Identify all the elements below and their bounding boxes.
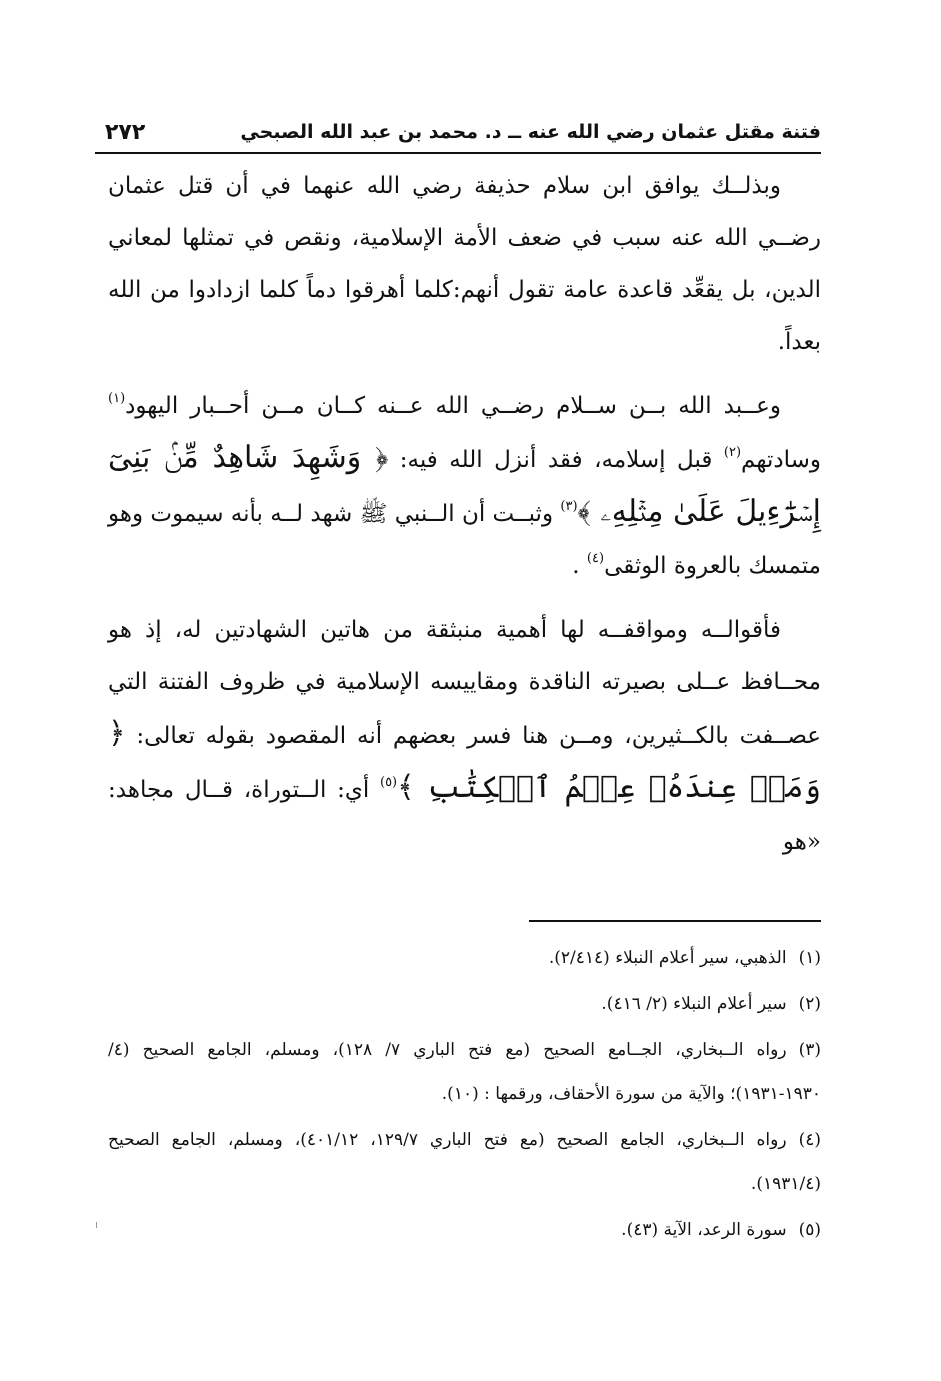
paragraph-1 (108, 160, 821, 368)
footnote-text: رواه الــبخاري، الجامع الصحيح (مع فتح الباري ١٢٩/٧، ٤٠١/١٢)، ومسلم، الجامع الصحيح (١٩٣١/٤). (108, 1130, 821, 1194)
running-title: فتنة مقتل عثمان رضي الله عنه ــ د. محمد بن عبد الله الصبحي (240, 121, 821, 143)
footnote-3 (108, 1028, 821, 1116)
footnote-text: سورة الرعد، الآية (٤٣). (621, 1220, 787, 1240)
footnote-number: (٤) (798, 1130, 821, 1150)
quran-verse-2: ﴿ وَمَنۡ عِندَهُۥ عِلۡمُ ٱلۡكِتَٰبِ ﴾ (108, 716, 821, 805)
paragraph-2-text-d: وثبــت أن الــنبي ﷺ شهد لــه بأنه سيموت وهو متمسك بالعروة الوثقى (108, 501, 821, 579)
footnote-2 (108, 982, 821, 1026)
main-text (108, 160, 821, 880)
quran-verse-1: ﴿ وَشَهِدَ شَاهِدٌ مِّنۢ بَنِىٓ إِسۡرَٰٓءِيلَ عَلَىٰ مِثۡلِهِۦ ﴾ (108, 440, 821, 529)
footnote-ref-4: (٤) (586, 551, 605, 566)
footnote-number: (٥) (798, 1220, 821, 1240)
footnote-1 (108, 936, 821, 980)
page-number: ٢٧٢ (105, 119, 146, 145)
footnote-text: رواه الــبخاري، الجــامع الصحيح (مع فتح الباري ٧/ ١٢٨)، ومسلم، الجامع الصحيح (٤/ ١٩٣٠-١٩٣١)؛ والآية من سورة الأحقاف، ورقمها : (١٠). (108, 1040, 821, 1104)
paragraph-2 (108, 380, 821, 592)
paragraph-2-text-e: . (572, 553, 587, 579)
paragraph-3 (108, 604, 821, 868)
footnote-ref-3: (٣) (560, 499, 578, 514)
footnote-ref-5: (٥) (379, 775, 398, 790)
footnote-text: الذهبي، سير أعلام النبلاء (٢/٤١٤). (548, 948, 787, 968)
footnotes (108, 936, 821, 1254)
footnote-ref-1: (١) (108, 391, 126, 406)
footnote-number: (١) (798, 948, 821, 968)
footnote-4 (108, 1118, 821, 1206)
footnote-text: سير أعلام النبلاء (٢/ ٤١٦). (601, 994, 787, 1014)
paragraph-2-text-c: قبل إسلامه، فقد أنزل الله فيه: (388, 447, 724, 473)
paragraph-1-text: وبذلــك يوافق ابن سلام حذيفة رضي الله عنهما في أن قتل عثمان رضــي الله عنه سبب في ضعف الأمة الإسلامية، ونقص في تمثلها لمعاني الدين، بل يقعِّد قاعدة عامة تقول أنهم:كلما أهرقوا دماً كلما ازدادوا من الله بعداً. (108, 173, 821, 355)
page-header (95, 112, 821, 154)
scan-margin-mark (96, 1222, 97, 1228)
footnote-5 (108, 1208, 821, 1252)
footnote-number: (٢) (798, 994, 821, 1014)
footnote-ref-2: (٢) (723, 445, 742, 460)
paragraph-2-text-b: وسادتهم (741, 447, 821, 473)
paragraph-2-text-a: وعــبد الله بــن ســلام رضــي الله عــنه كــان مــن أحــبار اليهود (125, 393, 781, 419)
footnote-separator (529, 920, 821, 922)
paragraph-3-text-b: أي: الــتوراة، قــال مجاهد: «هو (108, 777, 821, 855)
paragraph-3-text-a: فأقوالــه ومواقفــه لها أهمية منبثقة من هاتين الشهادتين له، إذ هو محــافظ عــلى بصيرته الناقدة ومقاييسه الإسلامية في ظروف الفتنة التي عصــفت بالكــثيرين، ومــن هنا فسر بعضهم أنه المقصود بقوله تعالى: (108, 617, 821, 749)
footnote-number: (٣) (798, 1040, 821, 1060)
